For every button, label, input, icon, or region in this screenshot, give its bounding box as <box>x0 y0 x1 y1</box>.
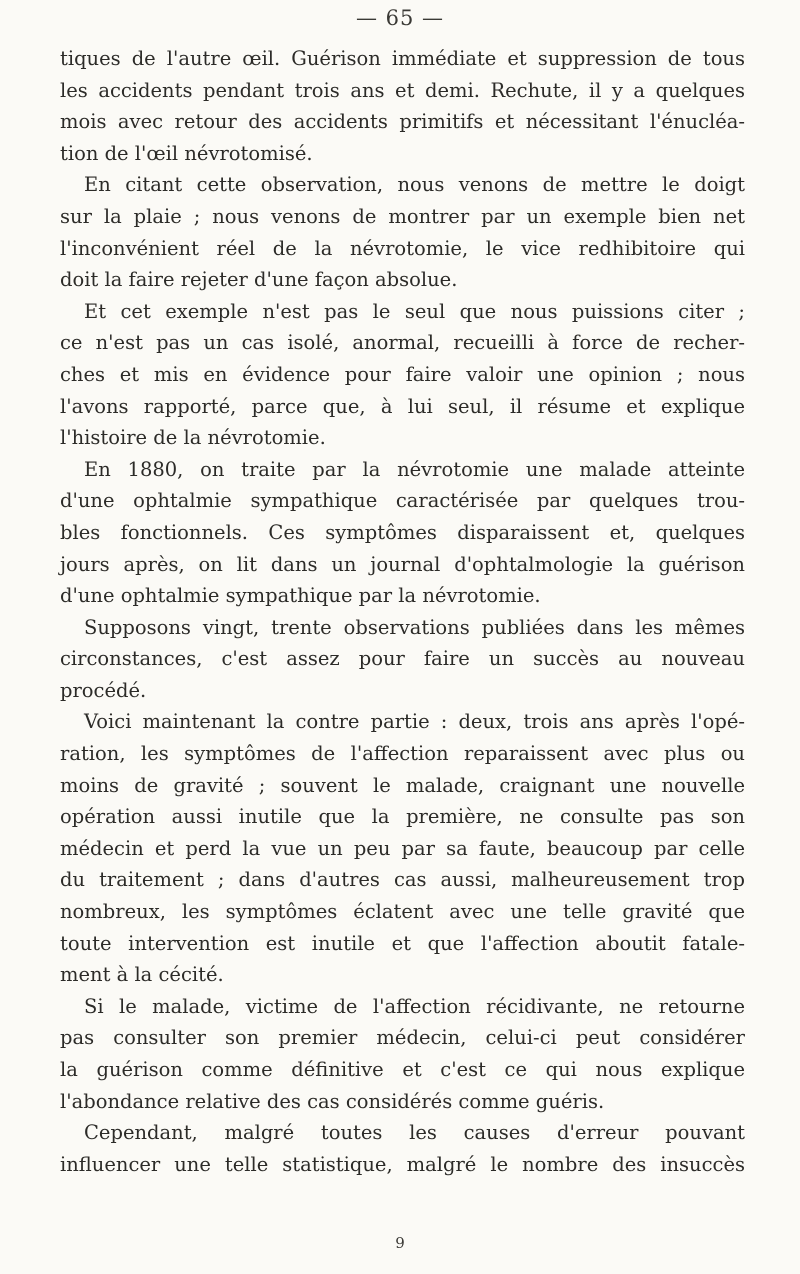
text-line: doit la faire rejeter d'une façon absolue. <box>60 268 458 292</box>
text-line: tion de l'œil névrotomisé. <box>60 141 313 165</box>
text-line: nombreux, les symptômes éclatent avec une telle gravité que <box>60 900 745 924</box>
text-line: du traitement ; dans d'autres cas aussi, malheureusement trop <box>60 868 745 892</box>
text-line: En citant cette observation, nous venons de mettre le doigt <box>84 173 745 197</box>
paragraph <box>60 296 745 454</box>
text-line: moins de gravité ; souvent le malade, craignant une nouvelle <box>60 773 745 797</box>
text-line: mois avec retour des accidents primitifs et nécessitant l'énucléa- <box>60 110 745 134</box>
text-line: Cependant, malgré toutes les causes d'erreur pouvant <box>84 1121 745 1145</box>
paragraph <box>60 991 745 1117</box>
text-line: les accidents pendant trois ans et demi. Rechute, il y a quelques <box>60 78 745 102</box>
text-line: d'une ophtalmie sympathique caractérisée par quelques trou- <box>60 489 745 513</box>
text-line: sur la plaie ; nous venons de montrer par un exemple bien net <box>60 204 745 228</box>
body-text <box>60 43 745 1180</box>
text-line: toute intervention est inutile et que l'affection aboutit fatale- <box>60 931 745 955</box>
signature-mark: 9 <box>395 1234 405 1252</box>
page-number: — 65 — <box>355 6 445 30</box>
text-line: l'inconvénient réel de la névrotomie, le vice redhibitoire qui <box>60 236 745 260</box>
text-line: ce n'est pas un cas isolé, anormal, recueilli à force de recher- <box>60 331 745 355</box>
text-line: l'abondance relative des cas considérés comme guéris. <box>60 1089 605 1113</box>
text-line: Et cet exemple n'est pas le seul que nous puissions citer ; <box>84 299 745 323</box>
text-line: l'histoire de la névrotomie. <box>60 426 326 450</box>
text-line: bles fonctionnels. Ces symptômes disparaissent et, quelques <box>60 520 745 544</box>
text-line: ration, les symptômes de l'affection reparaissent avec plus ou <box>60 742 745 766</box>
text-line: pas consulter son premier médecin, celui-ci peut considérer <box>60 1026 745 1050</box>
paragraph <box>60 454 745 612</box>
paragraph <box>60 706 745 990</box>
text-line: la guérison comme définitive et c'est ce qui nous explique <box>60 1058 745 1081</box>
paragraph <box>60 612 745 707</box>
text-line: opération aussi inutile que la première, ne consulte pas son <box>60 805 745 829</box>
text-line: d'une ophtalmie sympathique par la névrotomie. <box>60 584 541 608</box>
text-line: En 1880, on traite par la névrotomie une malade atteinte <box>84 457 745 481</box>
text-line: l'avons rapporté, parce que, à lui seul, il résume et explique <box>60 394 745 418</box>
text-line: procédé. <box>60 678 147 702</box>
paragraph <box>60 1117 745 1180</box>
text-line: Voici maintenant la contre partie : deux, trois ans après l'opé- <box>84 710 745 734</box>
text-line: circonstances, c'est assez pour faire un succès au nouveau <box>60 647 745 671</box>
text-line: Si le malade, victime de l'affection récidivante, ne retourne <box>84 994 745 1018</box>
text-line: médecin et perd la vue un peu par sa faute, beaucoup par celle <box>60 836 745 860</box>
text-line: influencer une telle statistique, malgré le nombre des insuccès <box>60 1152 745 1176</box>
paragraph <box>60 43 745 169</box>
text-line: Supposons vingt, trente observations publiées dans les mêmes <box>84 615 745 639</box>
paragraph <box>60 169 745 295</box>
text-line: ches et mis en évidence pour faire valoir une opinion ; nous <box>60 362 745 386</box>
text-line: tiques de l'autre œil. Guérison immédiate et suppression de tous <box>60 47 745 70</box>
text-line: ment à la cécité. <box>60 963 224 987</box>
text-line: jours après, on lit dans un journal d'ophtalmologie la guérison <box>60 552 745 576</box>
